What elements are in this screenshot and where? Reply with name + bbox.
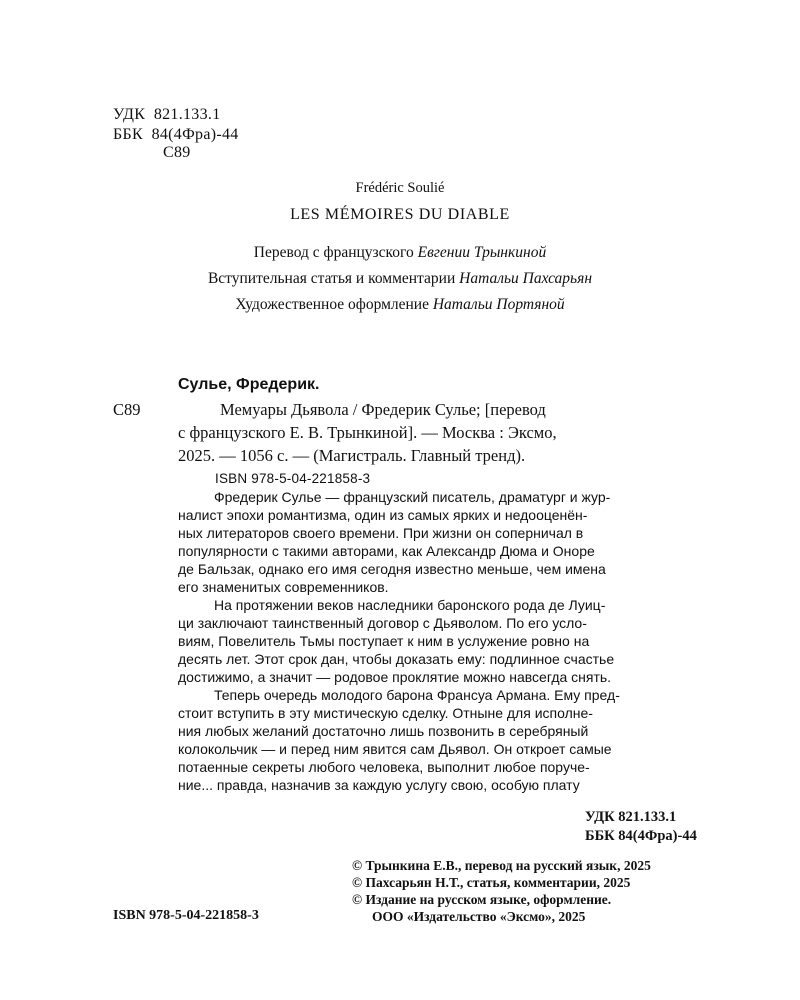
annotation-line: колокольчик — и перед ним явится сам Дьявол. Он откроет самые (178, 741, 612, 757)
credit-role: Перевод с французского (253, 244, 414, 261)
copyright-line: © Трынкина Е.В., перевод на русский язык, 2025 (352, 858, 651, 873)
copyright-publisher: ООО «Издательство «Эксмо», 2025 (372, 909, 586, 924)
credit-introduction (0, 270, 800, 288)
annotation-line: налист эпохи романтизма, один из самых ярких и недооценён- (178, 507, 588, 523)
credit-design (0, 296, 800, 314)
annotation-line: ных литераторов своего времени. При жизни он соперничал в (178, 525, 584, 541)
annotation-line: достижимо, а значит — родовое проклятие можно навсегда снять. (178, 669, 612, 685)
copyright-line: © Издание на русском языке, оформление. (352, 892, 612, 907)
bbk-right: ББК 84(4Фра)-44 (585, 828, 697, 844)
title-french: LES MÉMOIRES DU DIABLE (290, 206, 510, 223)
bib-desc-line-3: 2025. — 1056 с. — (Магистраль. Главный тренд). (178, 446, 526, 465)
bib-isbn: ISBN 978-5-04-221858-3 (215, 471, 371, 486)
credit-role: Художественное оформление (235, 296, 429, 313)
annotation-line: де Бальзак, однако его имя сегодня известно меньше, чем имена (178, 561, 606, 577)
annotation-line: десять лет. Этот срок дан, чтобы доказать ему: подлинное счастье (178, 651, 615, 667)
annotation-line: ние... правда, назначив за каждую услугу свою, особую плату (178, 777, 580, 793)
udk-value: 821.133.1 (153, 106, 221, 123)
annotation-line: популярности с такими авторами, как Александр Дюма и Оноре (178, 543, 595, 559)
credit-name: Натальи Портяной (432, 296, 565, 313)
bbk-line (113, 126, 239, 144)
credit-role: Вступительная статья и комментарии (207, 270, 456, 287)
annotation-line: На протяжении веков наследники баронского рода де Луиц- (214, 597, 606, 613)
bib-heading: Сулье, Фредерик. (178, 376, 320, 393)
annotation-line: ци заключают таинственный договор с Дьяволом. По его усло- (178, 615, 587, 631)
annotation-line: стоит вступить в эту мистическую сделку. Отныне для исполне- (178, 705, 593, 721)
bbk-label: ББК (113, 126, 143, 143)
bib-desc-line-2: с французского Е. В. Трынкиной]. — Москва : Эксмо, (178, 423, 557, 442)
author-code: С89 (163, 144, 191, 161)
isbn-bottom: ISBN 978-5-04-221858-3 (113, 908, 259, 923)
bib-desc-line-1: Мемуары Дьявола / Фредерик Сулье; [перевод (220, 400, 546, 419)
copyright-line: © Пахсарьян Н.Т., статья, комментарии, 2025 (352, 875, 631, 890)
annotation-line: Теперь очередь молодого барона Франсуа Армана. Ему пред- (214, 687, 620, 703)
annotation-line: ния любых желаний достаточно лишь позвонить в серебряный (178, 723, 589, 739)
author-french: Frédéric Soulié (355, 180, 445, 196)
udk-line (113, 106, 221, 124)
udk-right: УДК 821.133.1 (585, 809, 677, 825)
bbk-value: 84(4Фра)-44 (151, 126, 239, 143)
bib-code: С89 (113, 400, 141, 419)
credit-name: Натальи Пахсарьян (459, 270, 593, 287)
annotation-line: виям, Повелитель Тьмы поступает к ним в услужение ровно на (178, 633, 590, 649)
annotation-line: его знаменитых современников. (178, 579, 389, 595)
credit-translator (0, 244, 800, 262)
annotation-line: потаенные секреты любого человека, выполнит любое поруче- (178, 759, 590, 775)
credit-name: Евгении Трынкиной (417, 244, 547, 261)
annotation-line: Фредерик Сулье — французский писатель, драматург и жур- (214, 489, 611, 505)
udk-label: УДК (113, 106, 146, 123)
